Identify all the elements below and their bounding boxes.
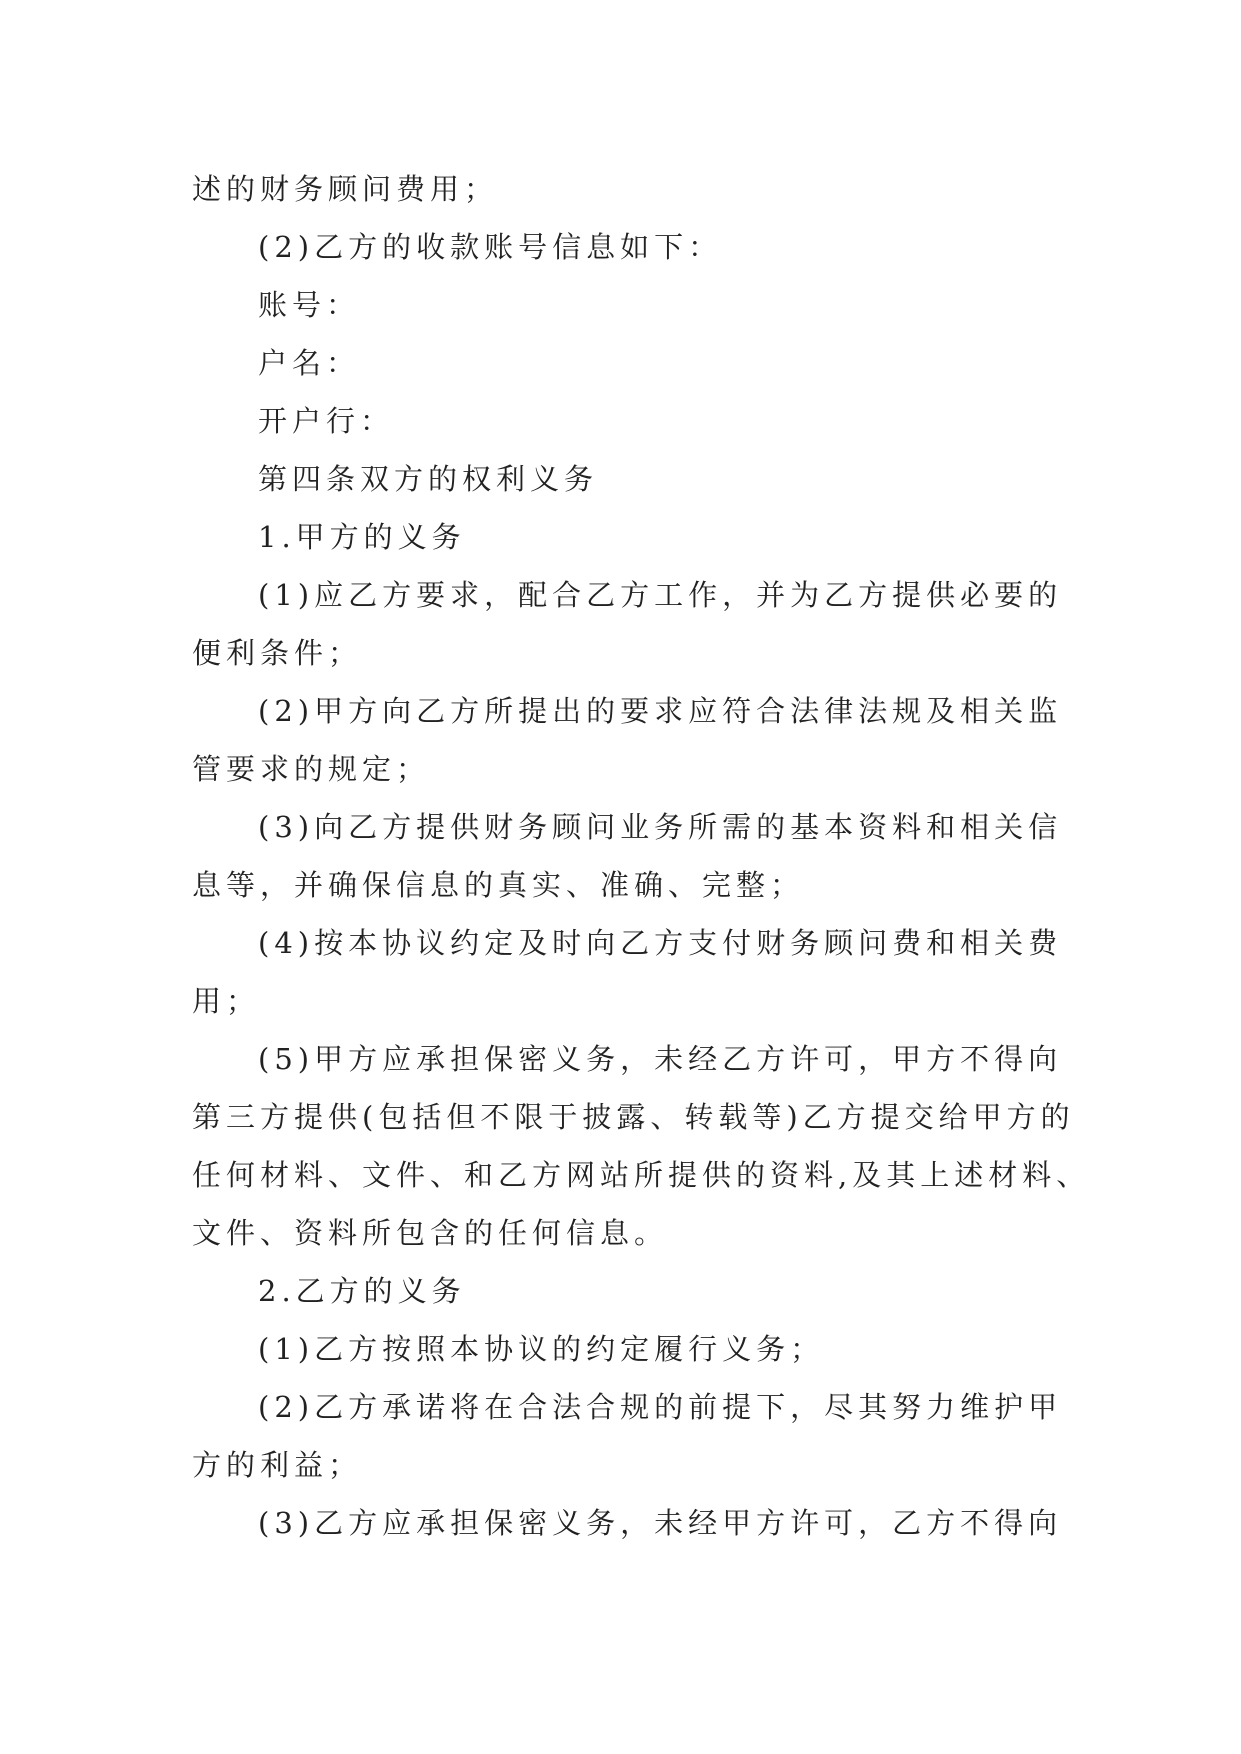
text-line: 第三方提供(包括但不限于披露、转载等)乙方提交给甲方的 xyxy=(192,1100,1075,1134)
text-line: 文件、资料所包含的任何信息。 xyxy=(192,1216,669,1250)
text-line: (1)乙方按照本协议的约定履行义务； xyxy=(258,1332,825,1366)
text-line: 述的财务顾问费用； xyxy=(192,172,499,206)
text-line: (3)乙方应承担保密义务，未经甲方许可，乙方不得向 xyxy=(258,1506,1063,1540)
subsection-heading: 2.乙方的义务 xyxy=(258,1274,466,1308)
text-line: (2)乙方承诺将在合法合规的前提下，尽其努力维护甲 xyxy=(258,1390,1063,1424)
text-line: 息等，并确保信息的真实、准确、完整； xyxy=(192,868,805,902)
text-line: (5)甲方应承担保密义务，未经乙方许可，甲方不得向 xyxy=(258,1042,1063,1076)
text-line: (2)甲方向乙方所提出的要求应符合法律法规及相关监 xyxy=(258,694,1063,728)
text-line: 用； xyxy=(192,984,261,1018)
text-line: 户名： xyxy=(258,346,361,380)
text-line: 任何材料、文件、和乙方网站所提供的资料,及其上述材料、 xyxy=(192,1158,1091,1192)
text-line: 方的利益； xyxy=(192,1448,363,1482)
text-line: 开户行： xyxy=(258,404,395,438)
text-line: 便利条件； xyxy=(192,636,363,670)
subsection-heading: 1.甲方的义务 xyxy=(258,520,466,554)
text-line: (2)乙方的收款账号信息如下： xyxy=(258,230,723,264)
document-body xyxy=(192,160,1091,1552)
text-line: 账号： xyxy=(258,288,361,322)
text-line: (4)按本协议约定及时向乙方支付财务顾问费和相关费 xyxy=(258,926,1063,960)
text-line: 管要求的规定； xyxy=(192,752,431,786)
section-heading: 第四条双方的权利义务 xyxy=(258,462,599,496)
text-line: (1)应乙方要求，配合乙方工作，并为乙方提供必要的 xyxy=(258,578,1063,612)
text-line: (3)向乙方提供财务顾问业务所需的基本资料和相关信 xyxy=(258,810,1063,844)
